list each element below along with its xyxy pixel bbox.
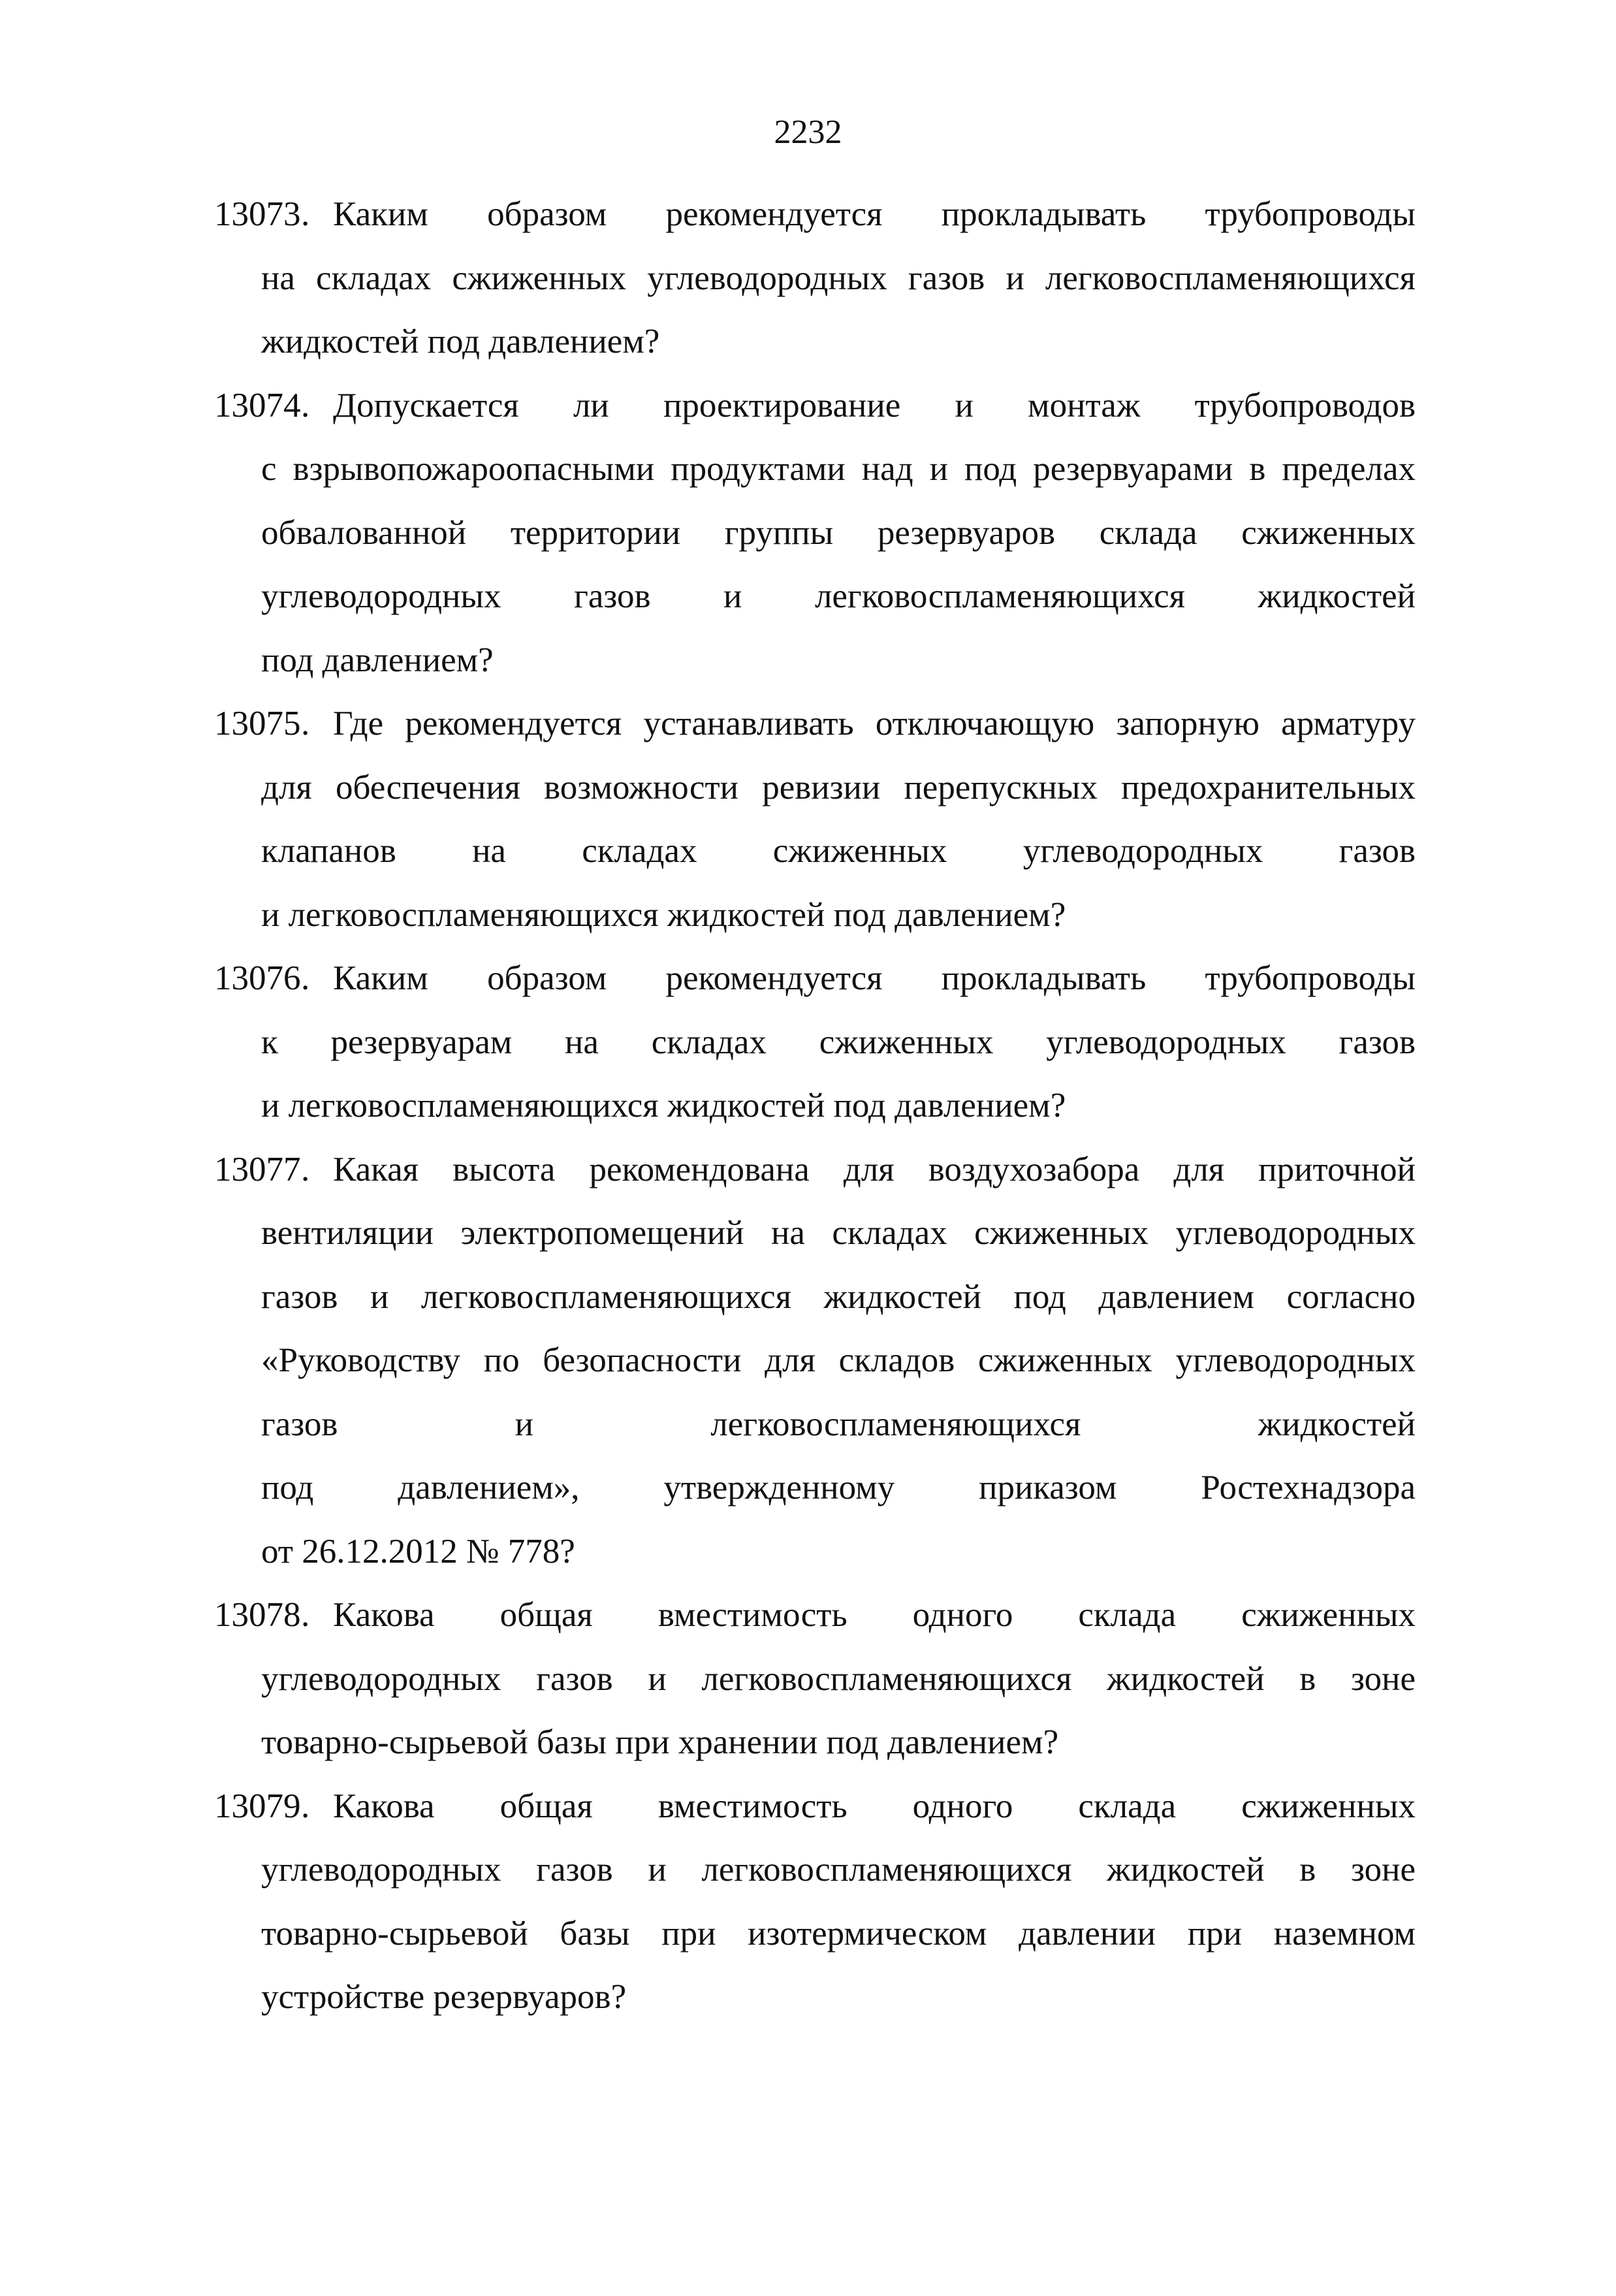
- question-number-dot: .: [301, 195, 310, 233]
- page-number: 2232: [774, 114, 842, 151]
- question-number: 13073: [214, 195, 301, 233]
- question-text-line: товарно-сырьевой базы при изотермическом давлении при наземном: [261, 1914, 1416, 1953]
- question-number: 13077: [214, 1150, 301, 1188]
- question-text-line: к резервуарам на складах сжиженных углеводородных газов: [261, 1023, 1416, 1061]
- question-number-dot: .: [301, 959, 310, 997]
- question-number-dot: .: [301, 1150, 310, 1188]
- question-number-dot: .: [301, 1787, 310, 1825]
- question-text-line: вентиляции электропомещений на складах сжиженных углеводородных: [261, 1214, 1416, 1252]
- question-text-line: устройстве резервуаров?: [261, 1978, 627, 2016]
- question-text-line: от 26.12.2012 № 778?: [261, 1532, 575, 1571]
- question-text-line: углеводородных газов и легковоспламеняющихся жидкостей: [261, 577, 1416, 615]
- question-text-line: Где рекомендуется устанавливать отключающую запорную арматуру: [333, 705, 1416, 742]
- question-text-line: и легковоспламеняющихся жидкостей под давлением?: [261, 895, 1066, 934]
- question-text-line: Каким образом рекомендуется прокладывать трубопроводы: [333, 959, 1416, 997]
- question-text-line: и легковоспламеняющихся жидкостей под давлением?: [261, 1087, 1066, 1124]
- question-text-line: Какова общая вместимость одного склада сжиженных: [333, 1787, 1416, 1825]
- question-number-dot: .: [301, 1596, 310, 1634]
- question-text-line: с взрывопожароопасными продуктами над и под резервуарами в пределах: [261, 450, 1416, 488]
- question-text-line: жидкостей под давлением?: [261, 323, 660, 360]
- question-number: 13078: [214, 1596, 301, 1634]
- question-number: 13076: [214, 959, 301, 997]
- question-number-dot: .: [301, 705, 310, 742]
- question-text-line: углеводородных газов и легковоспламеняющихся жидкостей в зоне: [261, 1851, 1416, 1889]
- question-text-line: на складах сжиженных углеводородных газов и легковоспламеняющихся: [261, 259, 1416, 297]
- question-text-line: Какая высота рекомендована для воздухозабора для приточной: [333, 1150, 1416, 1188]
- question-text-line: газов и легковоспламеняющихся жидкостей под давлением согласно: [261, 1277, 1416, 1316]
- question-text-line: газов и легковоспламеняющихся жидкостей: [261, 1405, 1416, 1443]
- question-text-line: обвалованной территории группы резервуаров склада сжиженных: [261, 513, 1416, 552]
- question-text-line: под давлением?: [261, 641, 494, 679]
- question-number: 13079: [214, 1787, 301, 1825]
- question-number: 13074: [214, 386, 301, 424]
- question-text-line: товарно-сырьевой базы при хранении под давлением?: [261, 1723, 1059, 1761]
- question-text-line: Какова общая вместимость одного склада сжиженных: [333, 1596, 1416, 1634]
- question-number: 13075: [214, 705, 301, 742]
- question-text-line: Допускается ли проектирование и монтаж трубопроводов: [333, 386, 1416, 424]
- question-text-line: «Руководству по безопасности для складов сжиженных углеводородных: [261, 1341, 1416, 1379]
- question-text-line: для обеспечения возможности ревизии перепускных предохранительных: [261, 768, 1416, 806]
- question-text-line: клапанов на складах сжиженных углеводородных газов: [261, 832, 1416, 870]
- question-number-dot: .: [301, 386, 310, 424]
- question-text-line: углеводородных газов и легковоспламеняющихся жидкостей в зоне: [261, 1659, 1416, 1698]
- question-text-line: под давлением», утвержденному приказом Ростехнадзора: [261, 1469, 1416, 1507]
- question-text-line: Каким образом рекомендуется прокладывать трубопроводы: [333, 195, 1416, 233]
